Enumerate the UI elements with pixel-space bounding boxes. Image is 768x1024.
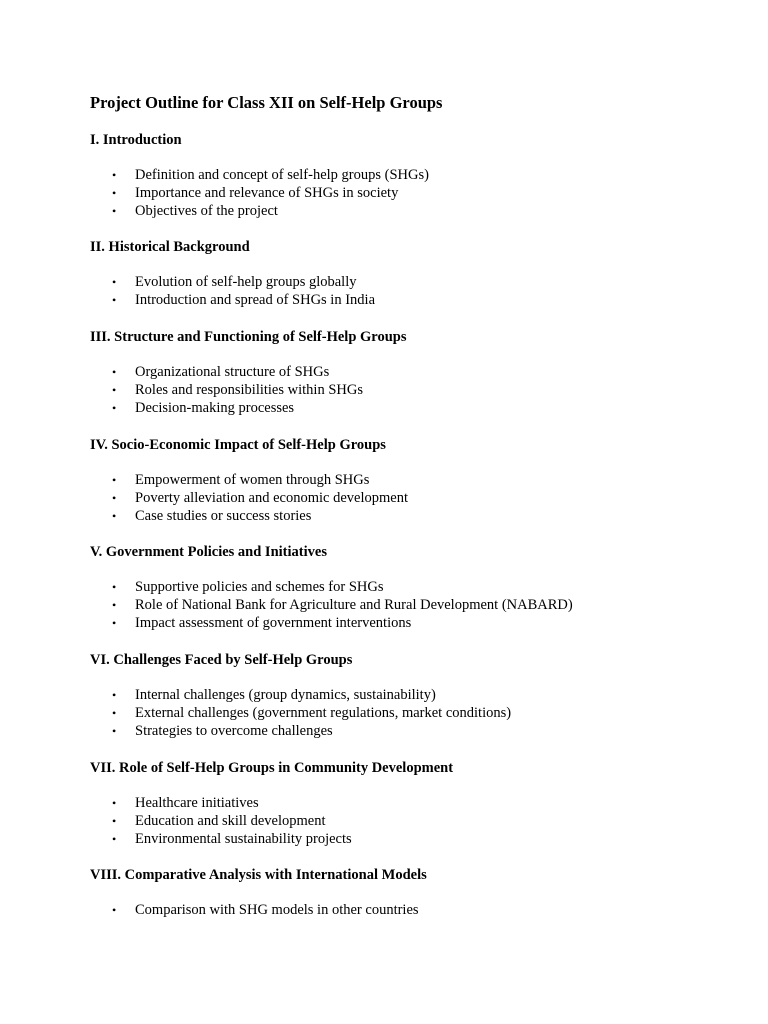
bullet-list (90, 274, 730, 310)
list-item (90, 508, 730, 526)
section-heading: VI. Challenges Faced by Self-Help Groups (90, 652, 353, 668)
list-item (90, 167, 730, 185)
document-title: Project Outline for Class XII on Self-Help Groups (90, 93, 443, 112)
bullet-icon: • (112, 688, 117, 702)
list-item-text: Objectives of the project (135, 202, 278, 219)
list-item-text: Education and skill development (135, 812, 326, 829)
list-item-text: Roles and responsibilities within SHGs (135, 381, 363, 398)
bullet-icon: • (112, 382, 117, 397)
list-item (90, 597, 730, 615)
section-government-policies (90, 543, 730, 632)
list-item-text: Evolution of self-help groups globally (135, 274, 357, 290)
bullet-list (90, 472, 730, 525)
list-item-text: Healthcare initiatives (135, 795, 259, 811)
list-item (90, 687, 730, 705)
list-item (90, 795, 730, 813)
bullet-icon: • (112, 490, 117, 505)
section-structure-functioning (90, 328, 730, 417)
bullet-list (90, 795, 730, 848)
list-item-text: Internal challenges (group dynamics, sustainability) (135, 687, 436, 703)
bullet-icon: • (112, 508, 117, 523)
bullet-icon: • (112, 203, 117, 218)
bullet-icon: • (112, 275, 117, 289)
section-introduction (90, 131, 730, 220)
list-item (90, 723, 730, 741)
list-item-text: Supportive policies and schemes for SHGs (135, 579, 384, 595)
section-heading: I. Introduction (90, 132, 182, 148)
list-item (90, 831, 730, 849)
bullet-icon: • (112, 185, 117, 200)
list-item-text: Introduction and spread of SHGs in India (135, 291, 376, 308)
bullet-icon: • (112, 723, 117, 738)
bullet-icon: • (112, 168, 117, 182)
list-item (90, 490, 730, 508)
bullet-list (90, 902, 730, 920)
bullet-icon: • (112, 365, 117, 379)
bullet-list (90, 687, 730, 740)
list-item-text: Decision-making processes (135, 399, 295, 416)
section-heading: VII. Role of Self-Help Groups in Community Development (90, 760, 454, 776)
list-item (90, 292, 730, 310)
bullet-icon: • (112, 903, 117, 917)
section-heading: VIII. Comparative Analysis with International Models (90, 867, 427, 883)
section-historical-background (90, 238, 730, 310)
list-item-text: Impact assessment of government interventions (135, 614, 412, 631)
list-item (90, 364, 730, 382)
bullet-icon: • (112, 400, 117, 415)
list-item-text: Organizational structure of SHGs (135, 364, 330, 380)
section-challenges (90, 651, 730, 740)
bullet-icon: • (112, 705, 117, 720)
section-socio-economic-impact (90, 436, 730, 525)
bullet-list (90, 167, 730, 220)
section-heading: III. Structure and Functioning of Self-Help Groups (90, 329, 407, 345)
list-item (90, 382, 730, 400)
bullet-icon: • (112, 615, 117, 630)
list-item-text: Poverty alleviation and economic development (135, 489, 409, 506)
bullet-icon: • (112, 813, 117, 828)
list-item (90, 472, 730, 490)
list-item-text: Environmental sustainability projects (135, 830, 352, 847)
list-item-text: External challenges (government regulations, market conditions) (135, 704, 512, 721)
section-heading: V. Government Policies and Initiatives (90, 544, 327, 560)
list-item (90, 274, 730, 292)
list-item (90, 185, 730, 203)
list-item (90, 705, 730, 723)
bullet-icon: • (112, 597, 117, 612)
bullet-icon: • (112, 831, 117, 846)
section-heading: II. Historical Background (90, 239, 250, 255)
bullet-list (90, 364, 730, 417)
section-comparative-analysis (90, 866, 730, 920)
bullet-icon: • (112, 473, 117, 487)
list-item (90, 203, 730, 221)
bullet-icon: • (112, 796, 117, 810)
list-item-text: Comparison with SHG models in other countries (135, 902, 419, 918)
list-item-text: Case studies or success stories (135, 507, 312, 524)
bullet-icon: • (112, 292, 117, 307)
list-item (90, 813, 730, 831)
list-item-text: Strategies to overcome challenges (135, 722, 333, 739)
list-item-text: Importance and relevance of SHGs in society (135, 184, 399, 201)
bullet-icon: • (112, 580, 117, 594)
bullet-list (90, 579, 730, 632)
list-item (90, 400, 730, 418)
list-item (90, 579, 730, 597)
list-item (90, 902, 730, 920)
section-community-development (90, 759, 730, 848)
list-item (90, 615, 730, 633)
list-item-text: Empowerment of women through SHGs (135, 472, 370, 488)
list-item-text: Role of National Bank for Agriculture and Rural Development (NABARD) (135, 596, 573, 613)
section-heading: IV. Socio-Economic Impact of Self-Help Groups (90, 437, 386, 453)
list-item-text: Definition and concept of self-help groups (SHGs) (135, 167, 429, 183)
